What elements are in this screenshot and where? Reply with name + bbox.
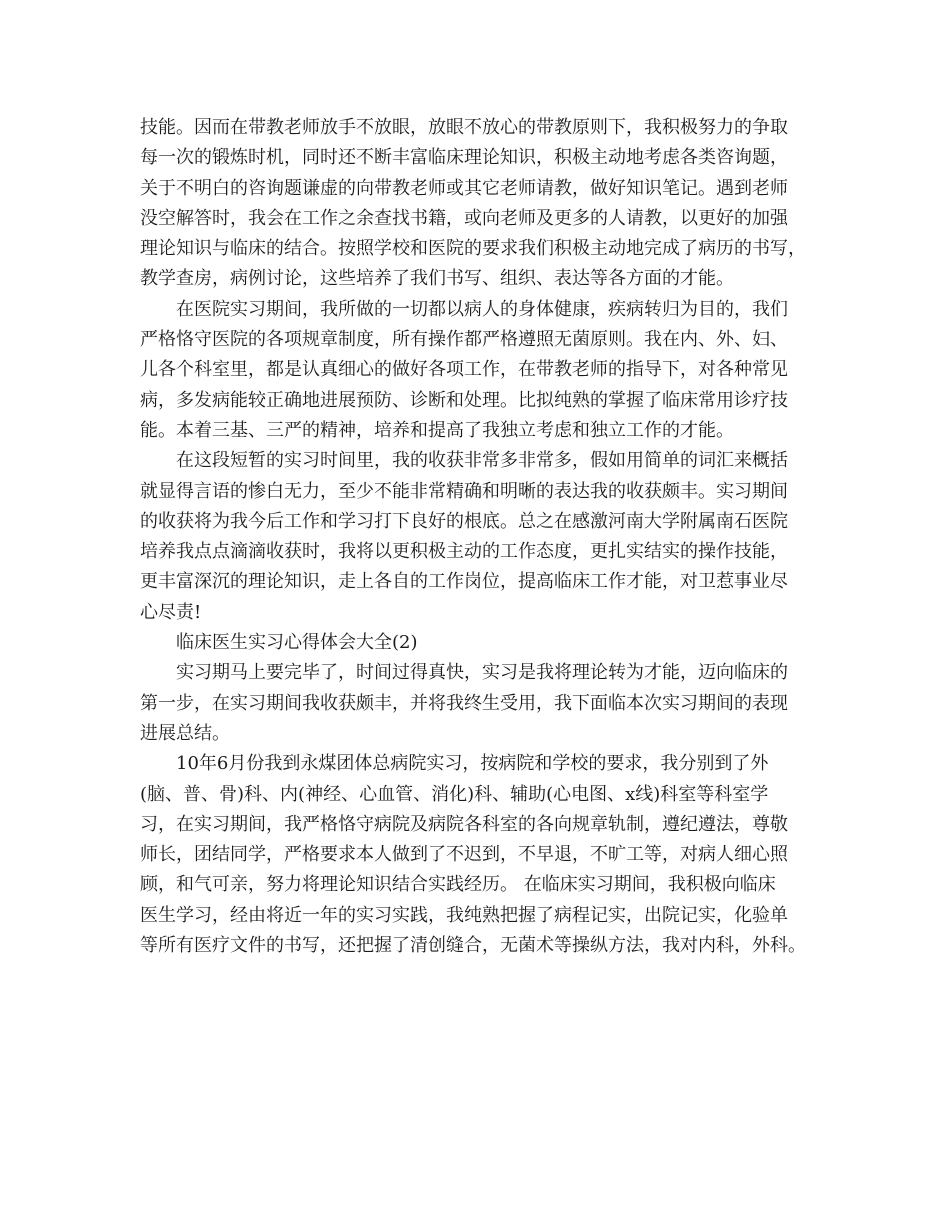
paragraph-first-line: 10年6月份我到永煤团体总病院实习，按病院和学校的要求，我分别到了外 (176, 753, 769, 775)
text-line: 顾，和气可亲，努力将理论知识结合实践经历。 在临床实习期间，我积极向临床 (140, 874, 776, 896)
text-line: 关于不明白的咨询题谦虚的向带教老师或其它老师请教，做好知识笔记。遇到老师 (140, 177, 788, 199)
text-line: 病，多发病能较正确地进展预防、诊断和处理。比拟纯熟的掌握了临床常用诊疗技 (140, 389, 788, 411)
paragraph-first-line: 临床医生实习心得体会大全(2) (176, 632, 418, 654)
text-line: (脑、普、骨)科、内(神经、心血管、消化)科、辅助(心电图、x线)科室等科室学 (140, 783, 769, 805)
paragraph-first-line: 实习期马上要完毕了，时间过得真快，实习是我将理论转为才能，迈向临床的 (176, 662, 788, 684)
text-line: 技能。因而在带教老师放手不放眼，放眼不放心的带教原则下，我积极努力的争取 (140, 117, 788, 138)
text-line: 第一步，在实习期间我收获颇丰，并将我终生受用，我下面临本次实习期间的表现 (140, 692, 788, 714)
text-line: 就显得言语的惨白无力，至少不能非常精确和明晰的表达我的收获颇丰。实习期间 (140, 480, 788, 502)
text-line: 心尽责! (140, 601, 202, 623)
paragraph-first-line: 在这段短暂的实习时间里，我的收获非常多非常多，假如用简单的词汇来概括 (176, 450, 788, 472)
text-line: 能。本着三基、三严的精神，培养和提高了我独立考虑和独立工作的才能。 (140, 419, 734, 441)
text-line: 等所有医疗文件的书写，还把握了清创缝合，无菌术等操纵方法，我对内科，外科。 (140, 935, 806, 957)
text-line: 儿各个科室里，都是认真细心的做好各项工作，在带教老师的指导下，对各种常见 (140, 359, 788, 381)
text-line: 教学查房，病例讨论，这些培养了我们书写、组织、表达等各方面的才能。 (140, 268, 734, 290)
text-line: 每一次的锻炼时机，同时还不断丰富临床理论知识，积极主动地考虑各类咨询题， (140, 147, 788, 169)
text-line: 理论知识与临床的结合。按照学校和医院的要求我们积极主动地完成了病历的书写， (140, 238, 806, 260)
text-line: 医生学习，经由将近一年的实习实践，我纯熟把握了病程记实，出院记实，化验单 (140, 904, 788, 926)
text-line: 培养我点点滴滴收获时，我将以更积极主动的工作态度，更扎实结实的操作技能， (140, 541, 788, 563)
text-line: 的收获将为我今后工作和学习打下良好的根底。总之在感激河南大学附属南石医院 (140, 510, 788, 532)
paragraph-first-line: 在医院实习期间，我所做的一切都以病人的身体健康，疾病转归为目的，我们 (176, 298, 788, 320)
text-line: 进展总结。 (140, 722, 230, 744)
text-line: 没空解答时，我会在工作之余查找书籍，或向老师及更多的人请教，以更好的加强 (140, 207, 788, 229)
text-line: 更丰富深沉的理论知识，走上各自的工作岗位，提高临床工作才能，对卫惹事业尽 (140, 571, 788, 593)
document-body (140, 113, 840, 961)
text-line: 师长，团结同学，严格要求本人做到了不迟到，不早退，不旷工等，对病人细心照 (140, 844, 788, 866)
text-line: 习，在实习期间，我严格恪守病院及病院各科室的各向规章轨制，遵纪遵法，尊敬 (140, 813, 788, 835)
text-line: 严格恪守医院的各项规章制度，所有操作都严格遵照无菌原则。我在内、外、妇、 (140, 329, 788, 351)
